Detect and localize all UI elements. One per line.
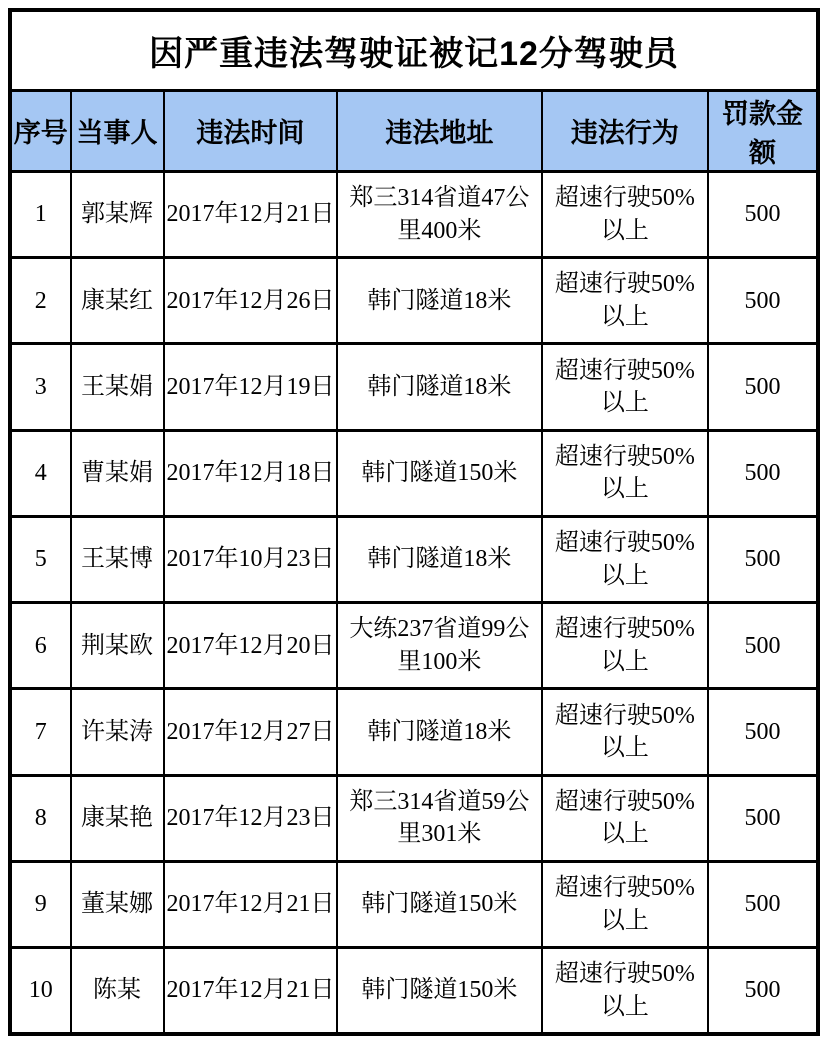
cell-address: 韩门隧道18米: [337, 516, 541, 602]
cell-fine: 500: [708, 689, 818, 775]
table-row: [10, 948, 818, 1034]
table-row: [10, 861, 818, 947]
cell-address: 韩门隧道150米: [337, 948, 541, 1034]
cell-fine: 500: [708, 344, 818, 430]
cell-seq: 10: [10, 948, 71, 1034]
column-header-date: 违法时间: [164, 90, 338, 171]
cell-address: 韩门隧道18米: [337, 689, 541, 775]
cell-name: 曹某娟: [71, 430, 164, 516]
cell-behavior: 超速行驶50%以上: [542, 430, 708, 516]
cell-behavior: 超速行驶50%以上: [542, 689, 708, 775]
table-row: [10, 603, 818, 689]
cell-name: 陈某: [71, 948, 164, 1034]
cell-date: 2017年12月21日: [164, 948, 338, 1034]
column-header-seq: 序号: [10, 90, 71, 171]
cell-seq: 3: [10, 344, 71, 430]
cell-seq: 8: [10, 775, 71, 861]
cell-name: 康某红: [71, 258, 164, 344]
cell-fine: 500: [708, 948, 818, 1034]
cell-date: 2017年12月18日: [164, 430, 338, 516]
column-header-address: 违法地址: [337, 90, 541, 171]
cell-date: 2017年12月26日: [164, 258, 338, 344]
cell-fine: 500: [708, 516, 818, 602]
cell-name: 董某娜: [71, 861, 164, 947]
cell-date: 2017年10月23日: [164, 516, 338, 602]
cell-fine: 500: [708, 775, 818, 861]
violation-table: [8, 8, 820, 1036]
cell-seq: 5: [10, 516, 71, 602]
cell-behavior: 超速行驶50%以上: [542, 171, 708, 257]
cell-address: 郑三314省道47公里400米: [337, 171, 541, 257]
page-title: 因严重违法驾驶证被记12分驾驶员: [10, 10, 818, 90]
cell-fine: 500: [708, 861, 818, 947]
cell-fine: 500: [708, 171, 818, 257]
cell-date: 2017年12月27日: [164, 689, 338, 775]
cell-name: 许某涛: [71, 689, 164, 775]
column-header-name: 当事人: [71, 90, 164, 171]
cell-fine: 500: [708, 603, 818, 689]
cell-behavior: 超速行驶50%以上: [542, 516, 708, 602]
cell-seq: 1: [10, 171, 71, 257]
cell-name: 王某博: [71, 516, 164, 602]
cell-address: 郑三314省道59公里301米: [337, 775, 541, 861]
table-row: [10, 516, 818, 602]
cell-name: 康某艳: [71, 775, 164, 861]
cell-name: 荆某欧: [71, 603, 164, 689]
cell-address: 韩门隧道150米: [337, 861, 541, 947]
cell-fine: 500: [708, 430, 818, 516]
cell-address: 大练237省道99公里100米: [337, 603, 541, 689]
cell-fine: 500: [708, 258, 818, 344]
cell-date: 2017年12月20日: [164, 603, 338, 689]
cell-behavior: 超速行驶50%以上: [542, 861, 708, 947]
cell-address: 韩门隧道18米: [337, 344, 541, 430]
cell-seq: 4: [10, 430, 71, 516]
table-row: [10, 775, 818, 861]
table-row: [10, 689, 818, 775]
column-header-behavior: 违法行为: [542, 90, 708, 171]
cell-seq: 9: [10, 861, 71, 947]
cell-name: 王某娟: [71, 344, 164, 430]
table-row: [10, 258, 818, 344]
header-row: [10, 90, 818, 171]
cell-behavior: 超速行驶50%以上: [542, 603, 708, 689]
cell-seq: 2: [10, 258, 71, 344]
cell-date: 2017年12月21日: [164, 861, 338, 947]
cell-address: 韩门隧道150米: [337, 430, 541, 516]
cell-seq: 7: [10, 689, 71, 775]
table-row: [10, 171, 818, 257]
cell-date: 2017年12月21日: [164, 171, 338, 257]
title-row: [10, 10, 818, 90]
column-header-fine: 罚款金额: [708, 90, 818, 171]
cell-date: 2017年12月23日: [164, 775, 338, 861]
cell-behavior: 超速行驶50%以上: [542, 775, 708, 861]
table-row: [10, 344, 818, 430]
cell-date: 2017年12月19日: [164, 344, 338, 430]
cell-behavior: 超速行驶50%以上: [542, 948, 708, 1034]
cell-seq: 6: [10, 603, 71, 689]
cell-behavior: 超速行驶50%以上: [542, 258, 708, 344]
cell-behavior: 超速行驶50%以上: [542, 344, 708, 430]
cell-name: 郭某辉: [71, 171, 164, 257]
table-row: [10, 430, 818, 516]
cell-address: 韩门隧道18米: [337, 258, 541, 344]
